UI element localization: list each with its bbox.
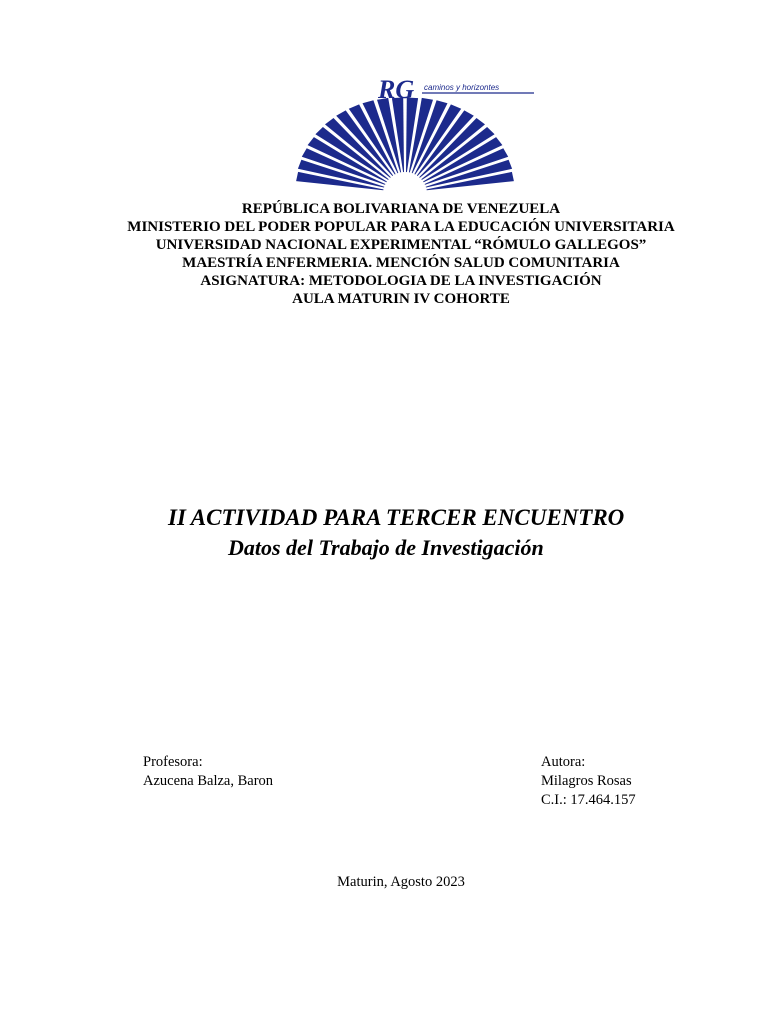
header-line-country: REPÚBLICA BOLIVARIANA DE VENEZUELA (241, 201, 561, 217)
university-logo (272, 66, 538, 192)
header-line-subject: ASIGNATURA: METODOLOGIA DE LA INVESTIGACIÓN (200, 273, 602, 289)
author-name: Milagros Rosas (541, 773, 632, 789)
document-title: II ACTIVIDAD PARA TERCER ENCUENTRO (168, 505, 625, 530)
header-line-university: UNIVERSIDAD NACIONAL EXPERIMENTAL “RÓMULO GALLEGOS” (155, 237, 647, 253)
professor-name: Azucena Balza, Baron (143, 773, 274, 789)
author-label: Autora: (541, 754, 586, 770)
document-subtitle: Datos del Trabajo de Investigación (228, 535, 544, 560)
winged-emblem-icon (272, 66, 538, 192)
institution-header (0, 200, 768, 308)
logo-slogan: caminos y horizontes (424, 83, 500, 92)
header-line-ministry: MINISTERIO DEL PODER POPULAR PARA LA EDUCACIÓN UNIVERSITARIA (127, 219, 675, 235)
author-id: C.I.: 17.464.157 (541, 792, 636, 808)
logo-monogram: RG (378, 75, 415, 104)
place-date: Maturin, Agosto 2023 (337, 874, 465, 890)
header-line-classroom: AULA MATURIN IV COHORTE (292, 291, 510, 307)
author-block (541, 753, 636, 810)
header-line-program: MAESTRÍA ENFERMERIA. MENCIÓN SALUD COMUNITARIA (182, 255, 620, 271)
professor-block (143, 753, 273, 791)
professor-label: Profesora: (143, 754, 203, 770)
